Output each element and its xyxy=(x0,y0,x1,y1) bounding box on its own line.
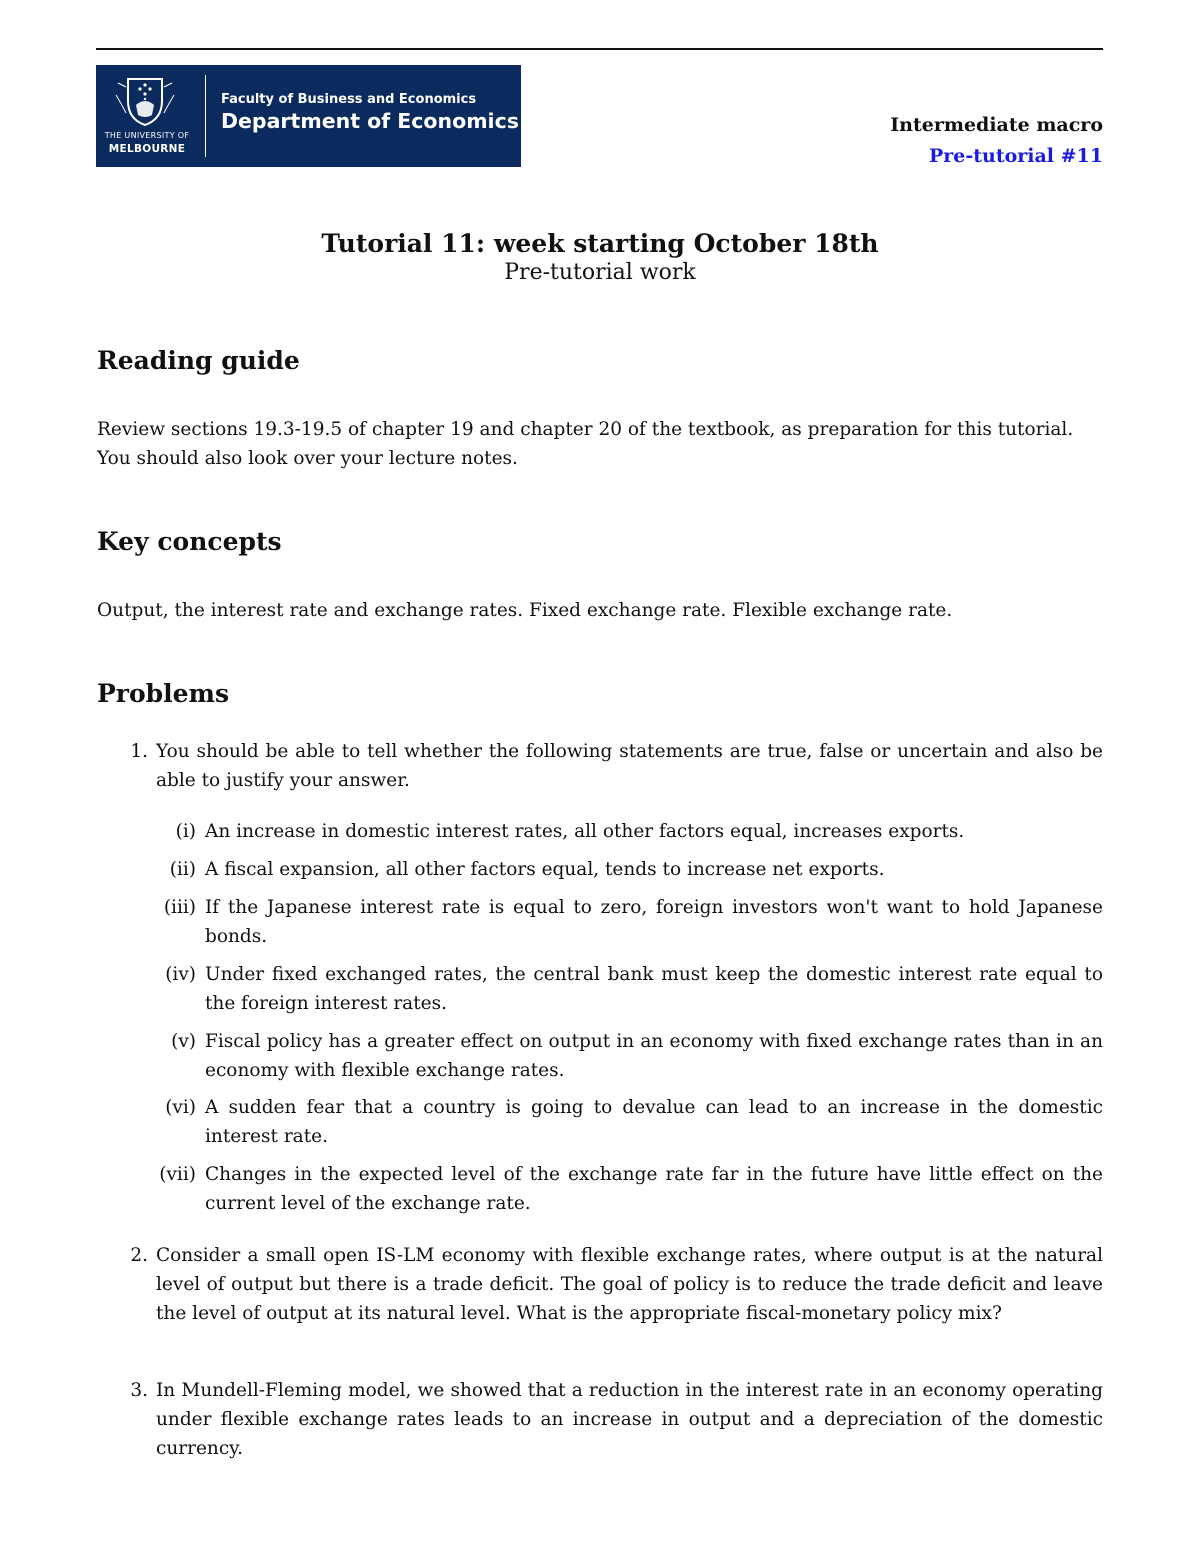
problem-text: Consider a small open IS-LM economy with flexible exchange rates, where output is at the natural level of output but there is a trade deficit. The goal of policy is to reduce the trade deficit and leave the level of output at its natural level. What is the appropriate fiscal-monetary policy mix? xyxy=(156,1245,1103,1324)
pretutorial-label: Pre-tutorial #11 xyxy=(928,145,1103,167)
statement-text: Under fixed exchanged rates, the central bank must keep the domestic interest rate equal to the foreign interest rates. xyxy=(205,964,1103,1014)
statement-text: Fiscal policy has a greater effect on output in an economy with fixed exchange rates than in an economy with flexible exchange rates. xyxy=(205,1031,1103,1081)
problem-text: You should be able to tell whether the following statements are true, false or uncertain and also be able to justify your answer. xyxy=(156,741,1103,791)
department-banner xyxy=(96,65,521,167)
heading-key-concepts: Key concepts xyxy=(97,527,282,556)
statement-number: (iii) xyxy=(163,897,196,918)
key-concepts-text: Output, the interest rate and exchange rates. Fixed exchange rate. Flexible exchange rate. xyxy=(97,600,953,621)
heading-reading-guide: Reading guide xyxy=(97,346,300,375)
faculty-name: Faculty of Business and Economics xyxy=(221,92,477,107)
statement-text: A fiscal expansion, all other factors equal, tends to increase net exports. xyxy=(205,859,885,880)
statement-number: (vii) xyxy=(159,1164,196,1185)
statement-text: An increase in domestic interest rates, all other factors equal, increases exports. xyxy=(205,821,965,842)
department-name: Department of Economics xyxy=(221,109,519,133)
university-crest-icon xyxy=(110,75,180,127)
problem-number: 2. xyxy=(130,1245,148,1266)
top-rule xyxy=(96,48,1103,50)
problem-number: 3. xyxy=(130,1380,148,1401)
statement-number: (v) xyxy=(171,1031,196,1052)
statement-text: A sudden fear that a country is going to devalue can lead to an increase in the domestic interest rate. xyxy=(205,1097,1103,1147)
reading-guide-text: Review sections 19.3-19.5 of chapter 19 and chapter 20 of the textbook, as preparation for this tutorial. You should also look over your lecture notes. xyxy=(97,419,1074,469)
university-name-line1: THE UNIVERSITY OF xyxy=(104,131,190,140)
statement-text: If the Japanese interest rate is equal to zero, foreign investors won't want to hold Japanese bonds. xyxy=(205,897,1103,947)
heading-problems: Problems xyxy=(97,679,230,708)
course-name: Intermediate macro xyxy=(890,114,1103,136)
problem-number: 1. xyxy=(130,741,148,762)
statement-number: (ii) xyxy=(169,859,196,880)
statement-number: (iv) xyxy=(165,964,196,985)
banner-divider xyxy=(205,75,206,157)
document-subtitle: Pre-tutorial work xyxy=(504,260,696,285)
university-name-line2: MELBOURNE xyxy=(108,143,186,155)
statement-number: (vi) xyxy=(165,1097,196,1118)
problem-text: In Mundell-Fleming model, we showed that a reduction in the interest rate in an economy operating under flexible exchange rates leads to an increase in output and a depreciation of the domestic currency. xyxy=(156,1380,1103,1459)
document-title: Tutorial 11: week starting October 18th xyxy=(321,229,879,258)
statement-text: Changes in the expected level of the exchange rate far in the future have little effect on the current level of the exchange rate. xyxy=(205,1164,1103,1214)
statement-number: (i) xyxy=(175,821,196,842)
